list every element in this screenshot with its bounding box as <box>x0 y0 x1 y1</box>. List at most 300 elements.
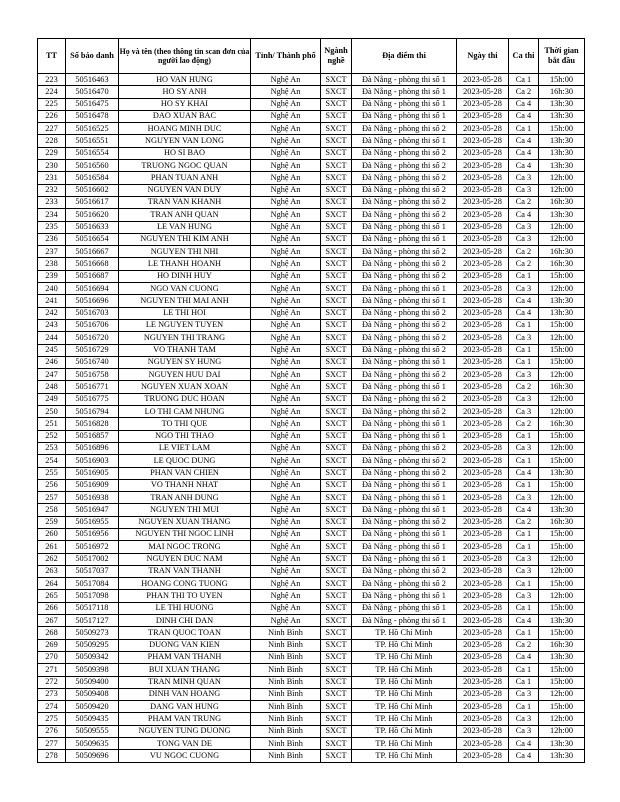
cell-ngay: 2023-05-28 <box>457 664 509 676</box>
cell-hoten: LE THI HOI <box>119 307 251 319</box>
cell-diadiem: Đà Nẵng - phòng thi số 2 <box>352 578 457 590</box>
cell-ca: Ca 4 <box>509 750 539 762</box>
cell-ca: Ca 3 <box>509 332 539 344</box>
cell-tinh: Nghệ An <box>251 209 321 221</box>
cell-hoten: DINH VAN HOANG <box>119 688 251 700</box>
cell-diadiem: Đà Nẵng - phòng thi số 1 <box>352 615 457 627</box>
cell-tinh: Nghệ An <box>251 479 321 491</box>
cell-ca: Ca 2 <box>509 418 539 430</box>
cell-tinh: Nghệ An <box>251 196 321 208</box>
cell-sbd: 50516525 <box>66 123 119 135</box>
cell-giobd: 12h:00 <box>539 393 585 405</box>
table-row <box>38 172 585 184</box>
cell-ca: Ca 1 <box>509 541 539 553</box>
cell-giobd: 12h:00 <box>539 713 585 725</box>
cell-tinh: Ninh Bình <box>251 738 321 750</box>
cell-ca: Ca 1 <box>509 528 539 540</box>
table-row <box>38 258 585 270</box>
cell-diadiem: Đà Nẵng - phòng thi số 1 <box>352 430 457 442</box>
cell-tinh: Nghệ An <box>251 393 321 405</box>
cell-giobd: 13h:30 <box>539 135 585 147</box>
cell-hoten: NGO VAN CUONG <box>119 283 251 295</box>
cell-tinh: Ninh Bình <box>251 725 321 737</box>
cell-tt: 225 <box>38 98 66 110</box>
table-row <box>38 590 585 602</box>
cell-tinh: Nghệ An <box>251 86 321 98</box>
cell-tinh: Nghệ An <box>251 110 321 122</box>
cell-diadiem: Đà Nẵng - phòng thi số 2 <box>352 307 457 319</box>
cell-diadiem: Đà Nẵng - phòng thi số 1 <box>352 528 457 540</box>
cell-ca: Ca 1 <box>509 627 539 639</box>
cell-giobd: 16h:30 <box>539 86 585 98</box>
cell-ngay: 2023-05-28 <box>457 307 509 319</box>
cell-nganh: SXCT <box>321 467 352 479</box>
table-row <box>38 688 585 700</box>
cell-sbd: 50516667 <box>66 246 119 258</box>
cell-hoten: LO THI CAM NHUNG <box>119 406 251 418</box>
cell-ngay: 2023-05-28 <box>457 147 509 159</box>
cell-ngay: 2023-05-28 <box>457 319 509 331</box>
cell-giobd: 13h:30 <box>539 651 585 663</box>
cell-ngay: 2023-05-28 <box>457 750 509 762</box>
cell-ngay: 2023-05-28 <box>457 356 509 368</box>
cell-ca: Ca 4 <box>509 110 539 122</box>
cell-ca: Ca 4 <box>509 98 539 110</box>
cell-tt: 268 <box>38 627 66 639</box>
cell-sbd: 50517037 <box>66 565 119 577</box>
header-hoten: Họ và tên (theo thông tin scan đơn của người lao động) <box>119 39 251 74</box>
cell-sbd: 50516463 <box>66 74 119 86</box>
cell-hoten: NGUYEN SY HUNG <box>119 356 251 368</box>
cell-hoten: NGUYEN VAN DUY <box>119 184 251 196</box>
table-row <box>38 627 585 639</box>
cell-ca: Ca 2 <box>509 86 539 98</box>
cell-ca: Ca 1 <box>509 455 539 467</box>
table-row <box>38 369 585 381</box>
cell-sbd: 50516554 <box>66 147 119 159</box>
cell-diadiem: Đà Nẵng - phòng thi số 1 <box>352 233 457 245</box>
cell-ca: Ca 3 <box>509 406 539 418</box>
cell-ca: Ca 3 <box>509 172 539 184</box>
cell-giobd: 15h:00 <box>539 123 585 135</box>
cell-ngay: 2023-05-28 <box>457 418 509 430</box>
cell-sbd: 50509408 <box>66 688 119 700</box>
table-row <box>38 713 585 725</box>
cell-nganh: SXCT <box>321 455 352 467</box>
cell-tt: 272 <box>38 676 66 688</box>
cell-ngay: 2023-05-28 <box>457 283 509 295</box>
cell-hoten: TRUONG NGOC QUAN <box>119 160 251 172</box>
cell-hoten: PHAM VAN THANH <box>119 651 251 663</box>
cell-hoten: HO SY ANH <box>119 86 251 98</box>
cell-tinh: Ninh Bình <box>251 701 321 713</box>
cell-tt: 232 <box>38 184 66 196</box>
cell-nganh: SXCT <box>321 738 352 750</box>
cell-ca: Ca 2 <box>509 381 539 393</box>
cell-giobd: 15h:00 <box>539 430 585 442</box>
cell-giobd: 12h:00 <box>539 553 585 565</box>
table-row <box>38 393 585 405</box>
cell-tt: 274 <box>38 701 66 713</box>
cell-diadiem: Đà Nẵng - phòng thi số 2 <box>352 516 457 528</box>
cell-sbd: 50509398 <box>66 664 119 676</box>
cell-tinh: Nghệ An <box>251 565 321 577</box>
cell-ca: Ca 3 <box>509 590 539 602</box>
cell-giobd: 16h:30 <box>539 246 585 258</box>
cell-tinh: Nghệ An <box>251 74 321 86</box>
table-row <box>38 295 585 307</box>
table-row <box>38 209 585 221</box>
cell-diadiem: Đà Nẵng - phòng thi số 1 <box>352 283 457 295</box>
cell-tinh: Nghệ An <box>251 344 321 356</box>
cell-nganh: SXCT <box>321 233 352 245</box>
cell-sbd: 50516955 <box>66 516 119 528</box>
table-header <box>38 39 585 74</box>
cell-nganh: SXCT <box>321 492 352 504</box>
cell-tinh: Nghệ An <box>251 258 321 270</box>
cell-ngay: 2023-05-28 <box>457 455 509 467</box>
cell-hoten: LE NGUYEN TUYEN <box>119 319 251 331</box>
cell-tinh: Ninh Bình <box>251 676 321 688</box>
cell-sbd: 50516828 <box>66 418 119 430</box>
cell-sbd: 50516938 <box>66 492 119 504</box>
cell-tt: 234 <box>38 209 66 221</box>
cell-tt: 251 <box>38 418 66 430</box>
cell-ngay: 2023-05-28 <box>457 184 509 196</box>
cell-diadiem: TP. Hồ Chí Minh <box>352 725 457 737</box>
cell-diadiem: Đà Nẵng - phòng thi số 2 <box>352 209 457 221</box>
cell-diadiem: Đà Nẵng - phòng thi số 2 <box>352 123 457 135</box>
cell-ca: Ca 1 <box>509 123 539 135</box>
cell-ngay: 2023-05-28 <box>457 651 509 663</box>
cell-nganh: SXCT <box>321 676 352 688</box>
cell-ngay: 2023-05-28 <box>457 590 509 602</box>
cell-diadiem: TP. Hồ Chí Minh <box>352 676 457 688</box>
cell-ca: Ca 3 <box>509 393 539 405</box>
cell-tinh: Ninh Bình <box>251 627 321 639</box>
cell-hoten: NGUYEN TUNG DUONG <box>119 725 251 737</box>
cell-giobd: 15h:00 <box>539 455 585 467</box>
cell-giobd: 15h:00 <box>539 676 585 688</box>
table-row <box>38 283 585 295</box>
cell-hoten: PHAN VAN CHIEN <box>119 467 251 479</box>
table-row <box>38 344 585 356</box>
cell-ngay: 2023-05-28 <box>457 725 509 737</box>
cell-sbd: 50516956 <box>66 528 119 540</box>
cell-tinh: Ninh Bình <box>251 688 321 700</box>
cell-sbd: 50517118 <box>66 602 119 614</box>
cell-hoten: TRAN ANH QUAN <box>119 209 251 221</box>
cell-diadiem: Đà Nẵng - phòng thi số 2 <box>352 246 457 258</box>
cell-hoten: BUI XUAN THANG <box>119 664 251 676</box>
cell-ca: Ca 3 <box>509 713 539 725</box>
cell-tt: 231 <box>38 172 66 184</box>
cell-hoten: TRAN QUOC TOAN <box>119 627 251 639</box>
cell-diadiem: Đà Nẵng - phòng thi số 1 <box>352 590 457 602</box>
cell-hoten: TRAN VAN KHANH <box>119 196 251 208</box>
cell-tinh: Ninh Bình <box>251 750 321 762</box>
cell-sbd: 50516972 <box>66 541 119 553</box>
cell-ca: Ca 1 <box>509 479 539 491</box>
cell-ngay: 2023-05-28 <box>457 688 509 700</box>
cell-giobd: 13h:30 <box>539 295 585 307</box>
cell-ngay: 2023-05-28 <box>457 676 509 688</box>
cell-giobd: 12h:00 <box>539 688 585 700</box>
cell-sbd: 50516947 <box>66 504 119 516</box>
table-row <box>38 565 585 577</box>
cell-ngay: 2023-05-28 <box>457 713 509 725</box>
cell-sbd: 50509696 <box>66 750 119 762</box>
cell-nganh: SXCT <box>321 184 352 196</box>
cell-giobd: 13h:30 <box>539 615 585 627</box>
cell-giobd: 12h:00 <box>539 442 585 454</box>
cell-ngay: 2023-05-28 <box>457 602 509 614</box>
cell-ngay: 2023-05-28 <box>457 74 509 86</box>
cell-diadiem: Đà Nẵng - phòng thi số 1 <box>352 295 457 307</box>
cell-sbd: 50516696 <box>66 295 119 307</box>
cell-hoten: DINH CHI DAN <box>119 615 251 627</box>
cell-tinh: Nghệ An <box>251 578 321 590</box>
cell-ngay: 2023-05-28 <box>457 295 509 307</box>
cell-sbd: 50509295 <box>66 639 119 651</box>
cell-ca: Ca 4 <box>509 135 539 147</box>
cell-tinh: Nghệ An <box>251 553 321 565</box>
cell-diadiem: Đà Nẵng - phòng thi số 1 <box>352 135 457 147</box>
cell-diadiem: Đà Nẵng - phòng thi số 2 <box>352 160 457 172</box>
table-row <box>38 74 585 86</box>
table-row <box>38 615 585 627</box>
cell-ngay: 2023-05-28 <box>457 528 509 540</box>
cell-giobd: 15h:00 <box>539 541 585 553</box>
cell-nganh: SXCT <box>321 258 352 270</box>
cell-giobd: 16h:30 <box>539 516 585 528</box>
cell-hoten: DANG VAN HUNG <box>119 701 251 713</box>
cell-tt: 252 <box>38 430 66 442</box>
cell-sbd: 50517098 <box>66 590 119 602</box>
cell-tt: 238 <box>38 258 66 270</box>
cell-tinh: Nghệ An <box>251 270 321 282</box>
cell-ca: Ca 3 <box>509 442 539 454</box>
cell-diadiem: Đà Nẵng - phòng thi số 2 <box>352 258 457 270</box>
cell-giobd: 15h:00 <box>539 627 585 639</box>
table-row <box>38 676 585 688</box>
cell-tt: 256 <box>38 479 66 491</box>
cell-ngay: 2023-05-28 <box>457 344 509 356</box>
cell-diadiem: Đà Nẵng - phòng thi số 1 <box>352 541 457 553</box>
cell-hoten: DAO XUAN BAC <box>119 110 251 122</box>
cell-ca: Ca 3 <box>509 725 539 737</box>
cell-tt: 229 <box>38 147 66 159</box>
table-row <box>38 639 585 651</box>
cell-diadiem: Đà Nẵng - phòng thi số 1 <box>352 418 457 430</box>
cell-tinh: Nghệ An <box>251 406 321 418</box>
cell-diadiem: TP. Hồ Chí Minh <box>352 627 457 639</box>
cell-nganh: SXCT <box>321 750 352 762</box>
cell-giobd: 13h:30 <box>539 110 585 122</box>
cell-nganh: SXCT <box>321 651 352 663</box>
cell-tinh: Ninh Bình <box>251 639 321 651</box>
cell-nganh: SXCT <box>321 393 352 405</box>
cell-tinh: Nghệ An <box>251 147 321 159</box>
cell-sbd: 50516668 <box>66 258 119 270</box>
cell-diadiem: Đà Nẵng - phòng thi số 1 <box>352 492 457 504</box>
cell-ngay: 2023-05-28 <box>457 110 509 122</box>
cell-sbd: 50516687 <box>66 270 119 282</box>
table-row <box>38 86 585 98</box>
table-row <box>38 123 585 135</box>
cell-ngay: 2023-05-28 <box>457 492 509 504</box>
cell-tt: 262 <box>38 553 66 565</box>
cell-ngay: 2023-05-28 <box>457 627 509 639</box>
cell-sbd: 50516794 <box>66 406 119 418</box>
cell-hoten: NGUYEN THI TRANG <box>119 332 251 344</box>
cell-ca: Ca 3 <box>509 369 539 381</box>
cell-tinh: Nghệ An <box>251 455 321 467</box>
cell-ca: Ca 1 <box>509 701 539 713</box>
cell-tt: 235 <box>38 221 66 233</box>
cell-hoten: NGUYEN THI MAI ANH <box>119 295 251 307</box>
cell-giobd: 15h:00 <box>539 270 585 282</box>
cell-ngay: 2023-05-28 <box>457 196 509 208</box>
cell-hoten: NGUYEN THI KIM ANH <box>119 233 251 245</box>
cell-ca: Ca 2 <box>509 516 539 528</box>
cell-ca: Ca 4 <box>509 504 539 516</box>
cell-tt: 227 <box>38 123 66 135</box>
cell-tt: 239 <box>38 270 66 282</box>
header-nganh: Ngành nghề <box>321 39 352 74</box>
cell-nganh: SXCT <box>321 147 352 159</box>
cell-giobd: 15h:00 <box>539 344 585 356</box>
cell-ngay: 2023-05-28 <box>457 565 509 577</box>
table-row <box>38 196 585 208</box>
cell-tt: 264 <box>38 578 66 590</box>
cell-giobd: 12h:00 <box>539 492 585 504</box>
cell-giobd: 13h:30 <box>539 738 585 750</box>
cell-hoten: LE THANH HOANH <box>119 258 251 270</box>
cell-sbd: 50509555 <box>66 725 119 737</box>
cell-sbd: 50516771 <box>66 381 119 393</box>
cell-ca: Ca 2 <box>509 258 539 270</box>
cell-giobd: 15h:00 <box>539 356 585 368</box>
cell-ngay: 2023-05-28 <box>457 701 509 713</box>
table-body <box>38 74 585 763</box>
cell-nganh: SXCT <box>321 160 352 172</box>
table-row <box>38 270 585 282</box>
cell-diadiem: Đà Nẵng - phòng thi số 1 <box>352 381 457 393</box>
cell-giobd: 13h:30 <box>539 98 585 110</box>
cell-nganh: SXCT <box>321 442 352 454</box>
cell-tt: 240 <box>38 283 66 295</box>
cell-nganh: SXCT <box>321 541 352 553</box>
cell-diadiem: TP. Hồ Chí Minh <box>352 664 457 676</box>
cell-tinh: Nghệ An <box>251 418 321 430</box>
cell-ca: Ca 2 <box>509 246 539 258</box>
cell-ngay: 2023-05-28 <box>457 381 509 393</box>
cell-giobd: 12h:00 <box>539 369 585 381</box>
cell-hoten: LE VIET LAM <box>119 442 251 454</box>
cell-sbd: 50516617 <box>66 196 119 208</box>
cell-nganh: SXCT <box>321 602 352 614</box>
cell-tinh: Nghệ An <box>251 467 321 479</box>
cell-ca: Ca 3 <box>509 233 539 245</box>
cell-hoten: TRUONG DUC HOAN <box>119 393 251 405</box>
cell-nganh: SXCT <box>321 356 352 368</box>
cell-ca: Ca 1 <box>509 319 539 331</box>
table-row <box>38 246 585 258</box>
cell-ngay: 2023-05-28 <box>457 504 509 516</box>
cell-ca: Ca 3 <box>509 221 539 233</box>
header-tinh: Tỉnh/ Thành phố <box>251 39 321 74</box>
cell-tt: 259 <box>38 516 66 528</box>
cell-nganh: SXCT <box>321 516 352 528</box>
cell-sbd: 50509435 <box>66 713 119 725</box>
cell-nganh: SXCT <box>321 98 352 110</box>
cell-nganh: SXCT <box>321 123 352 135</box>
cell-diadiem: Đà Nẵng - phòng thi số 2 <box>352 442 457 454</box>
cell-tt: 255 <box>38 467 66 479</box>
cell-sbd: 50516729 <box>66 344 119 356</box>
cell-hoten: HO SI BAO <box>119 147 251 159</box>
cell-ngay: 2023-05-28 <box>457 430 509 442</box>
cell-giobd: 15h:00 <box>539 74 585 86</box>
cell-tinh: Nghệ An <box>251 283 321 295</box>
table-row <box>38 516 585 528</box>
cell-hoten: TRAN VAN THANH <box>119 565 251 577</box>
cell-ngay: 2023-05-28 <box>457 332 509 344</box>
cell-nganh: SXCT <box>321 381 352 393</box>
cell-ngay: 2023-05-28 <box>457 221 509 233</box>
cell-tinh: Nghệ An <box>251 123 321 135</box>
table-row <box>38 602 585 614</box>
cell-diadiem: Đà Nẵng - phòng thi số 2 <box>352 344 457 356</box>
table-row <box>38 184 585 196</box>
cell-tt: 249 <box>38 393 66 405</box>
cell-tt: 244 <box>38 332 66 344</box>
cell-ca: Ca 3 <box>509 184 539 196</box>
cell-tt: 237 <box>38 246 66 258</box>
cell-hoten: DUONG VAN KIEN <box>119 639 251 651</box>
cell-hoten: TRAN MINH QUAN <box>119 676 251 688</box>
header-tt: TT <box>38 39 66 74</box>
cell-nganh: SXCT <box>321 332 352 344</box>
cell-tinh: Nghệ An <box>251 541 321 553</box>
cell-ngay: 2023-05-28 <box>457 233 509 245</box>
cell-ca: Ca 4 <box>509 651 539 663</box>
cell-hoten: TONG VAN DE <box>119 738 251 750</box>
cell-sbd: 50516470 <box>66 86 119 98</box>
cell-tt: 245 <box>38 344 66 356</box>
cell-giobd: 12h:00 <box>539 565 585 577</box>
cell-sbd: 50516633 <box>66 221 119 233</box>
cell-tinh: Nghệ An <box>251 381 321 393</box>
cell-giobd: 13h:30 <box>539 504 585 516</box>
cell-giobd: 15h:00 <box>539 479 585 491</box>
cell-nganh: SXCT <box>321 135 352 147</box>
cell-ngay: 2023-05-28 <box>457 639 509 651</box>
cell-nganh: SXCT <box>321 701 352 713</box>
table-row <box>38 418 585 430</box>
table-row <box>38 578 585 590</box>
cell-sbd: 50509400 <box>66 676 119 688</box>
cell-giobd: 12h:00 <box>539 332 585 344</box>
cell-tinh: Nghệ An <box>251 184 321 196</box>
cell-sbd: 50516775 <box>66 393 119 405</box>
cell-tt: 267 <box>38 615 66 627</box>
cell-ca: Ca 1 <box>509 356 539 368</box>
cell-tinh: Nghệ An <box>251 504 321 516</box>
cell-giobd: 13h:30 <box>539 467 585 479</box>
cell-giobd: 15h:00 <box>539 578 585 590</box>
